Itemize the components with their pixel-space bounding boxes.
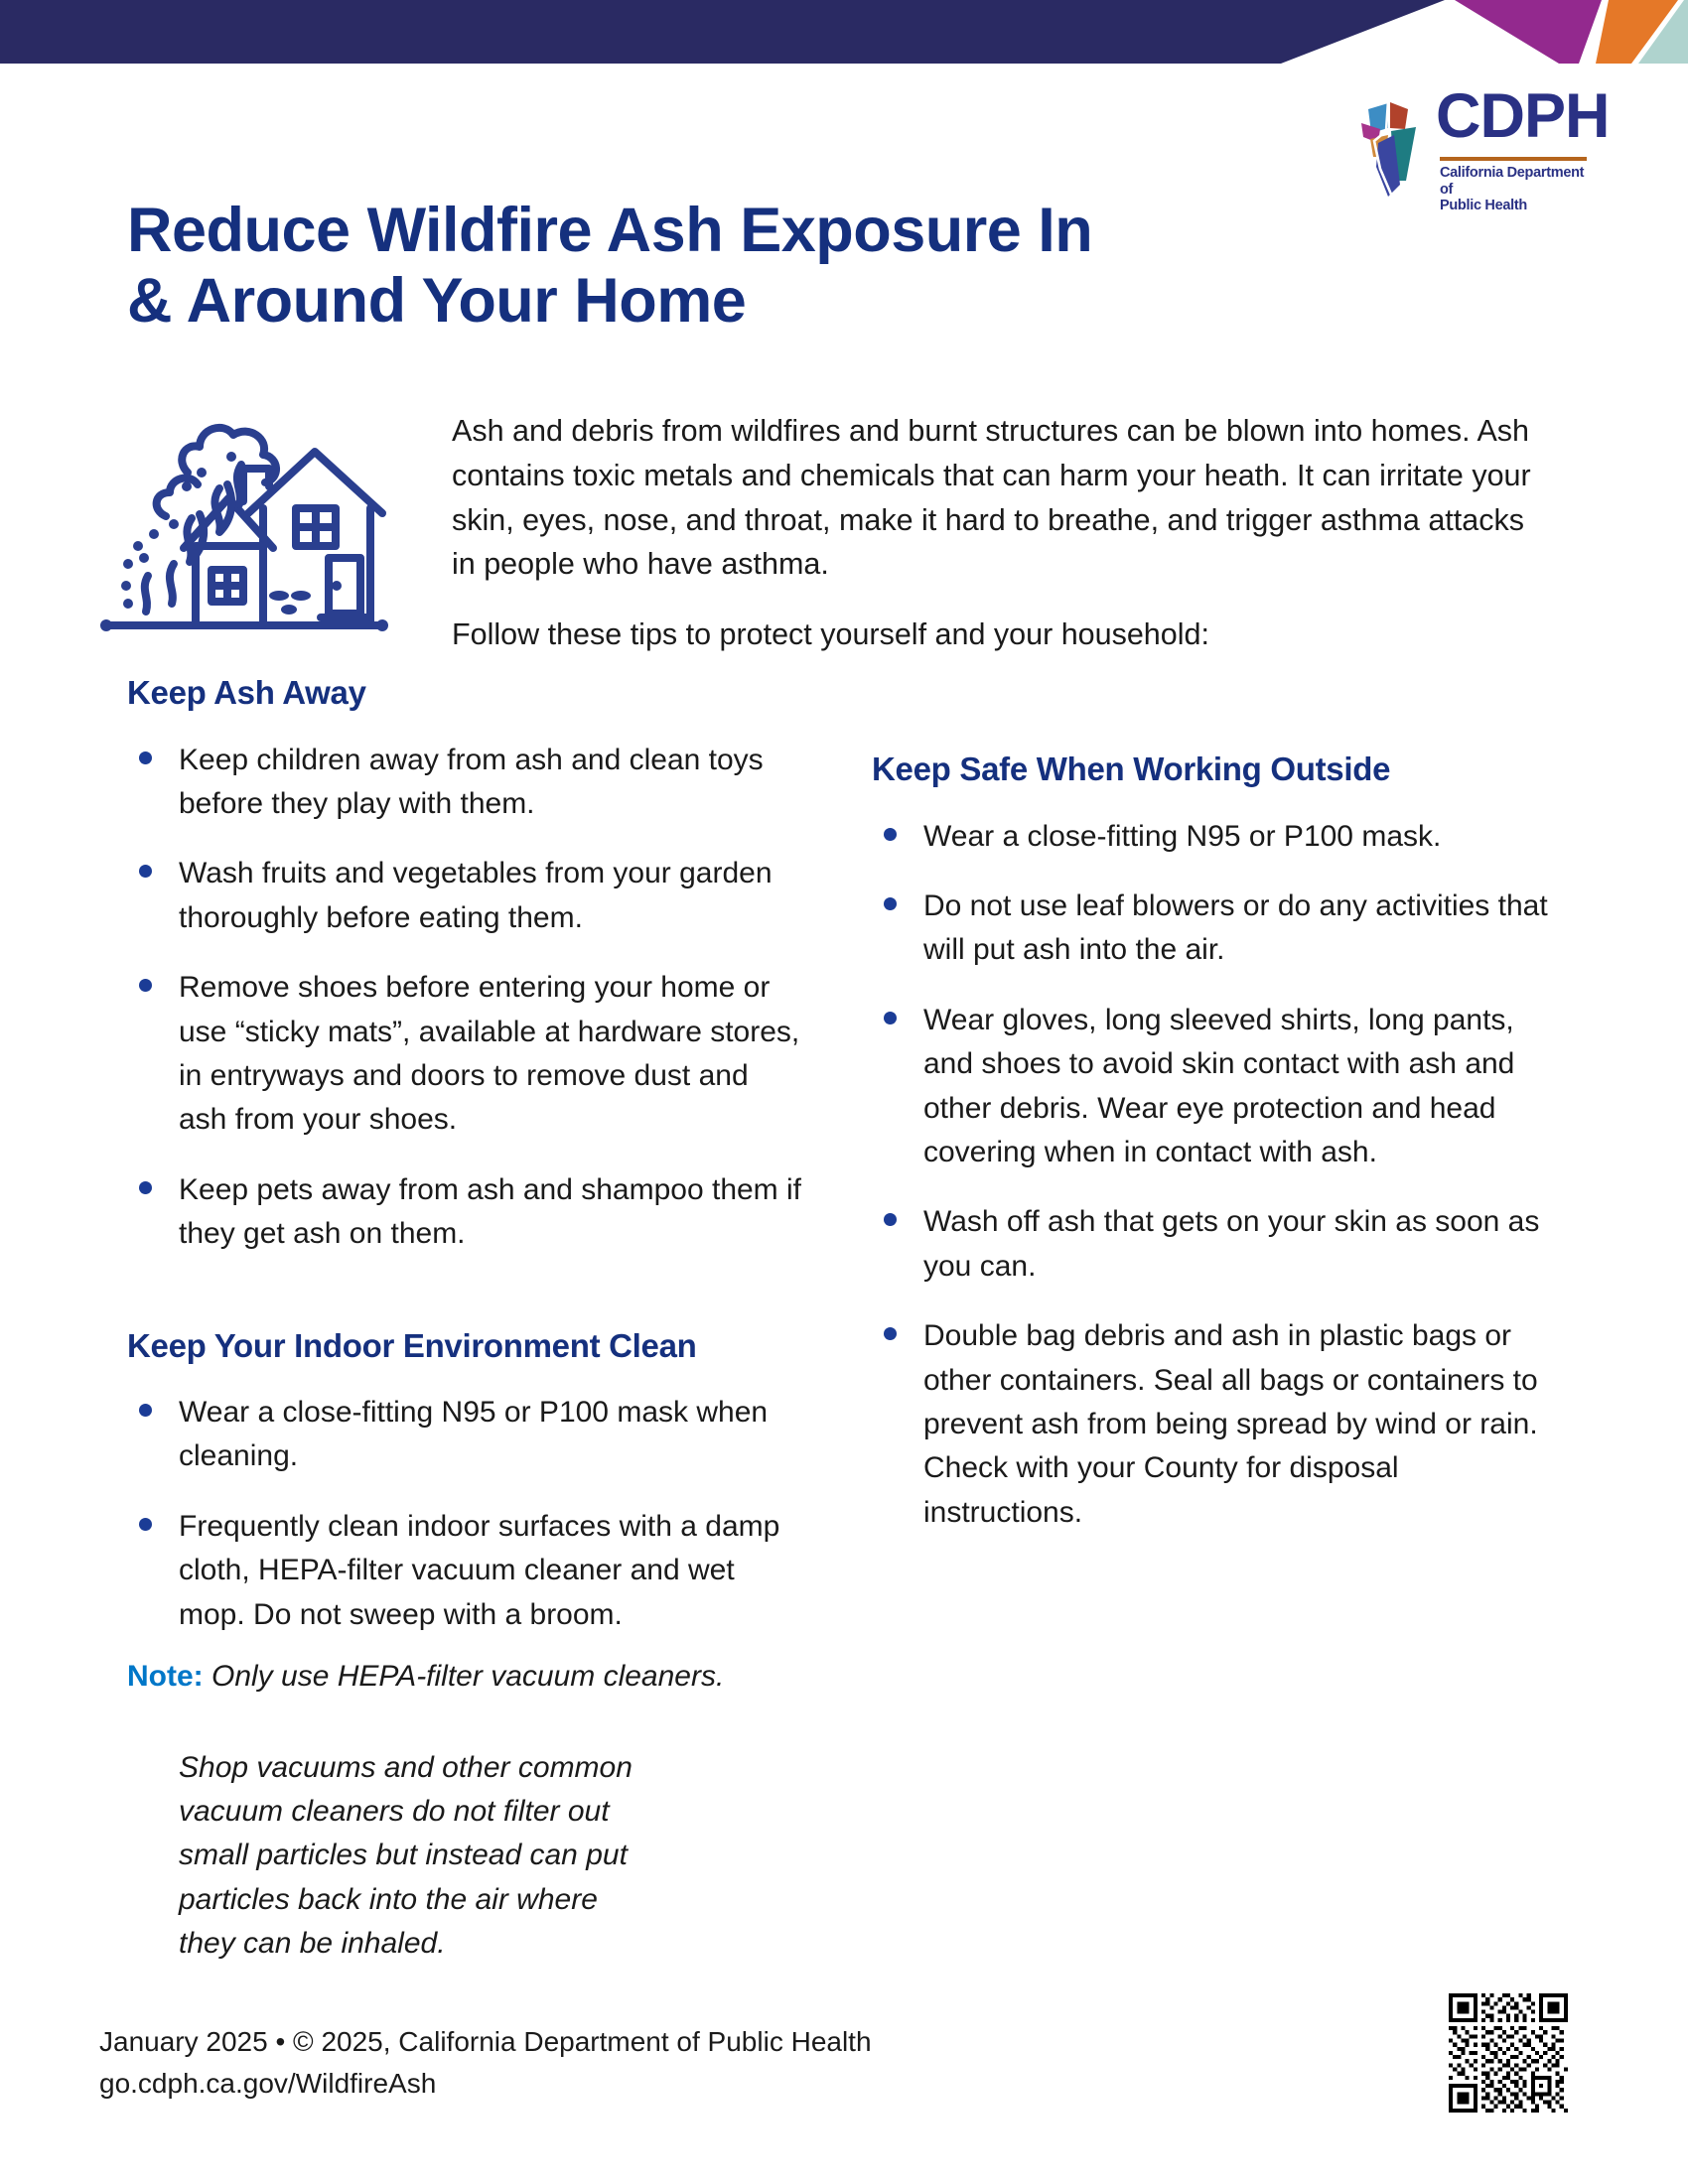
note-label: Note: xyxy=(127,1660,204,1694)
bullet-dot-icon xyxy=(884,1012,897,1024)
list-item-text: Double bag debris and ash in plastic bags or other containers. Seal all bags or containers to prevent ash from being spread by wind or rain. Check with your County for disposal instructions. xyxy=(923,1319,1538,1529)
bullet-dot-icon xyxy=(139,865,152,878)
bullet-dot-icon xyxy=(139,751,152,764)
logo-divider-rule xyxy=(1440,157,1587,161)
page-title-line2: & Around Your Home xyxy=(127,266,747,337)
list-item xyxy=(872,1314,1557,1535)
note-text: Only use HEPA-filter vacuum cleaners. xyxy=(211,1660,725,1694)
list-item-text: Remove shoes before entering your home or use “sticky mats”, available at hardware stores, in entryways and doors to remove dust and ash from your shoes. xyxy=(179,971,800,1137)
list-item xyxy=(872,815,1557,859)
bullet-dot-icon xyxy=(139,979,152,992)
header-decorative-band xyxy=(0,0,1688,64)
list-item-text: Keep children away from ash and clean toys before they play with them. xyxy=(179,743,764,820)
list-item xyxy=(127,1391,802,1479)
footer-copyright: January 2025 • © 2025, California Department of Public Health xyxy=(99,2026,872,2057)
section-heading-indoor-clean: Keep Your Indoor Environment Clean xyxy=(127,1326,697,1364)
bullet-dot-icon xyxy=(884,897,897,910)
bullet-dot-icon xyxy=(884,1327,897,1340)
list-item xyxy=(872,1200,1557,1289)
list-item-text: Do not use leaf blowers or do any activities that will put ash into the air. xyxy=(923,888,1548,967)
footer xyxy=(99,2021,1092,2105)
list-item-text: Wear gloves, long sleeved shirts, long pants, and shoes to avoid skin contact with ash and other debris. Wear eye protection and head covering when in contact with ash. xyxy=(923,1003,1515,1168)
bullet-dot-icon xyxy=(139,1181,152,1194)
list-item xyxy=(872,999,1557,1175)
cdph-tagline-line1: California Department of xyxy=(1440,165,1585,198)
header-navy-shape xyxy=(0,0,1688,64)
qr-code-icon[interactable] xyxy=(1449,1993,1568,2113)
left-column xyxy=(127,673,802,1967)
cdph-tagline xyxy=(1440,165,1591,214)
footer-url[interactable]: go.cdph.ca.gov/WildfireAsh xyxy=(99,2068,437,2099)
list-item-text: Keep pets away from ash and shampoo them if they get ash on them. xyxy=(179,1172,802,1251)
bullet-dot-icon xyxy=(139,1518,152,1531)
intro-block xyxy=(452,409,1544,657)
list-item xyxy=(127,966,802,1143)
cdph-tagline-line2: Public Health xyxy=(1440,198,1527,214)
list-item-text: Wash fruits and vegetables from your garden thoroughly before eating them. xyxy=(179,857,773,934)
list-item xyxy=(127,852,802,940)
bullet-dot-icon xyxy=(884,828,897,841)
burning-house-icon xyxy=(84,369,402,652)
keep-ash-away-list xyxy=(127,739,802,1257)
note-detail-text: Shop vacuums and other common vacuum cleaners do not filter out small particles but instead can put particles back into the air where they can be inhaled. xyxy=(179,1750,633,1961)
section-heading-working-outside: Keep Safe When Working Outside xyxy=(872,751,1391,787)
list-item-text: Frequently clean indoor surfaces with a damp cloth, HEPA-filter vacuum cleaner and wet mop. Do not sweep with a broom. xyxy=(179,1509,780,1631)
section-heading-keep-ash-away: Keep Ash Away xyxy=(127,674,366,711)
list-item xyxy=(127,1168,802,1257)
list-item xyxy=(127,1505,802,1637)
intro-paragraph-1: Ash and debris from wildfires and burnt structures can be blown into homes. Ash contains toxic metals and chemicals that can harm your heath. It can irritate your skin, eyes, nose, and throat, make it hard to breathe, and trigger asthma attacks in people who have asthma. xyxy=(452,414,1531,582)
right-column xyxy=(872,750,1557,1535)
list-item-text: Wear a close-fitting N95 or P100 mask. xyxy=(923,819,1442,853)
list-item xyxy=(872,885,1557,973)
working-outside-list xyxy=(872,815,1557,1535)
bullet-dot-icon xyxy=(884,1213,897,1226)
page-title xyxy=(127,196,1299,337)
note-line xyxy=(127,1655,802,1699)
california-map-icon xyxy=(1358,81,1430,197)
list-item-text: Wash off ash that gets on your skin as soon as you can. xyxy=(923,1205,1540,1283)
page-title-line1: Reduce Wildfire Ash Exposure In xyxy=(127,196,1093,266)
bullet-dot-icon xyxy=(139,1404,152,1417)
cdph-wordmark: CDPH xyxy=(1436,81,1610,151)
cdph-logo xyxy=(1358,81,1610,214)
list-item-text: Wear a close-fitting N95 or P100 mask when cleaning. xyxy=(179,1396,769,1473)
intro-paragraph-2: Follow these tips to protect yourself and your household: xyxy=(452,617,1209,652)
list-item xyxy=(127,739,802,827)
indoor-clean-list xyxy=(127,1391,802,1637)
